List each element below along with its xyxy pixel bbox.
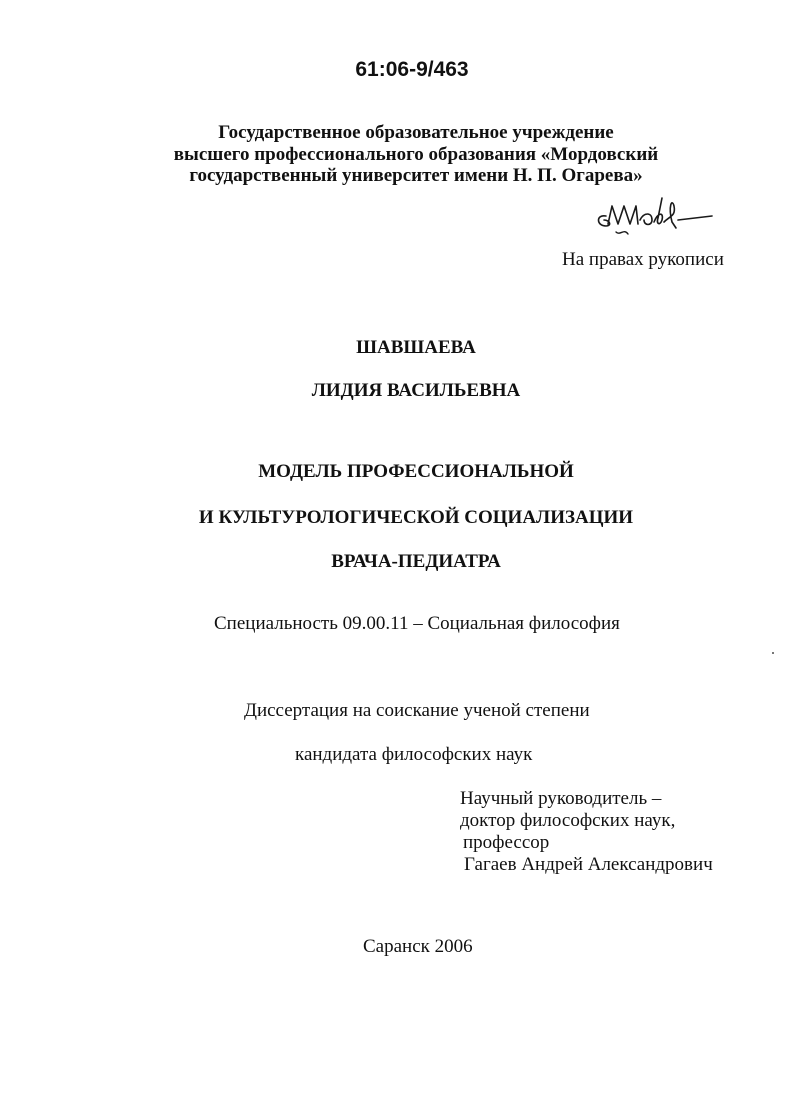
dissertation-purpose-line-2: кандидата философских наук — [295, 744, 533, 765]
city-year: Саранск 2006 — [363, 936, 473, 957]
institution-line-3: государственный университет имени Н. П. Огарева» — [189, 165, 643, 186]
supervisor-rank: профессор — [463, 832, 550, 853]
thesis-title-line-1: МОДЕЛЬ ПРОФЕССИОНАЛЬНОЙ — [258, 461, 574, 482]
thesis-title-line-2: И КУЛЬТУРОЛОГИЧЕСКОЙ СОЦИАЛИЗАЦИИ — [198, 507, 634, 528]
thesis-title-line-3: ВРАЧА-ПЕДИАТРА — [331, 551, 501, 572]
scan-speck — [772, 652, 774, 654]
institution-line-1: Государственное образовательное учреждение — [218, 122, 614, 143]
specialty: Специальность 09.00.11 – Социальная философия — [214, 613, 620, 634]
catalog-number: 61:06-9/463 — [355, 58, 469, 81]
institution-header — [0, 122, 792, 187]
author-given-names: ЛИДИЯ ВАСИЛЬЕВНА — [311, 380, 521, 401]
manuscript-rights-note: На правах рукописи — [562, 249, 724, 270]
supervisor-degree: доктор философских наук, — [460, 810, 676, 831]
author-surname: ШАВШАЕВА — [356, 337, 476, 358]
supervisor-role: Научный руководитель – — [460, 788, 662, 809]
dissertation-purpose-line-1: Диссертация на соискание ученой степени — [244, 700, 590, 721]
handwritten-signature — [592, 186, 722, 246]
supervisor-block — [460, 788, 713, 876]
institution-line-2: высшего профессионального образования «Мордовский — [173, 143, 659, 165]
supervisor-name: Гагаев Андрей Александрович — [464, 854, 713, 875]
